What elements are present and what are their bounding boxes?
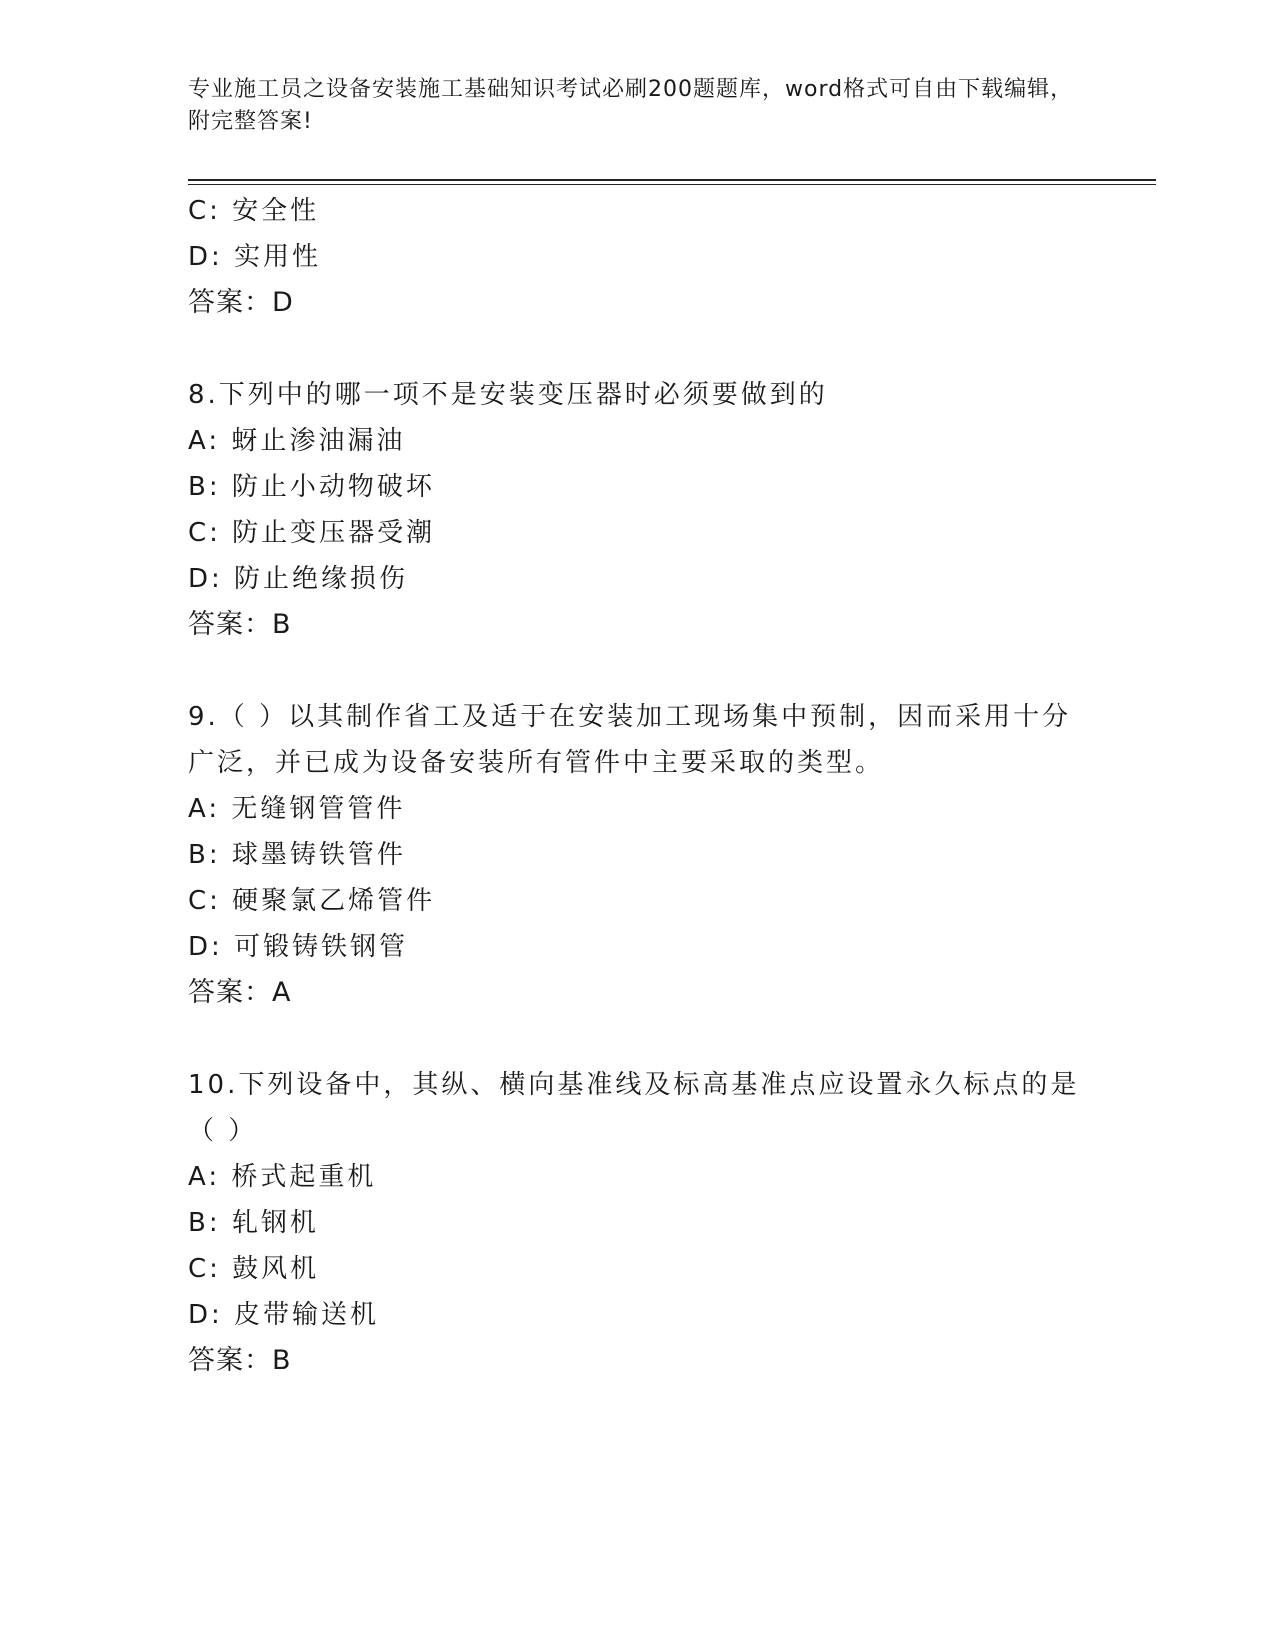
question-9 [188,694,1088,1016]
answer-line: 答案：D [188,287,294,318]
option-b: B: 防止小动物破坏 [188,472,435,502]
option-c: C: 硬聚氯乙烯管件 [188,886,436,916]
spacer [188,648,1088,694]
header-divider-thick [188,179,1156,181]
spacer [188,1016,1088,1062]
option-c: C: 防止变压器受潮 [188,518,436,548]
header-divider-thin [188,184,1156,185]
option-d: D: 防止绝缘损伤 [188,564,409,594]
option-d: D: 可锻铸铁钢管 [188,932,409,962]
question-8 [188,372,1088,648]
option-a: A: 蚜止渗油漏油 [188,426,406,456]
answer-line: 答案：B [188,1345,292,1376]
page-header: 专业施工员之设备安装施工基础知识考试必刷200题题库，word格式可自由下载编辑，附完整答案! [188,77,1074,134]
answer-line: 答案：A [188,977,292,1008]
option-c: C: 鼓风机 [188,1254,320,1284]
option-a: A: 桥式起重机 [188,1162,377,1192]
answer-line: 答案：B [188,609,292,640]
spacer [188,326,1088,372]
option-b: B: 球墨铸铁管件 [188,840,406,870]
option-a: A: 无缝钢管管件 [188,794,406,824]
question-stem: 9.（ ）以其制作省工及适于在安装加工现场集中预制，因而采用十分广泛，并已成为设备安装所有管件中主要采取的类型。 [188,702,1072,778]
option-b: B: 轧钢机 [188,1208,319,1238]
question-list [188,188,1088,1384]
option-d: D: 实用性 [188,242,322,272]
option-c: C: 安全性 [188,196,320,226]
question-10 [188,1062,1088,1384]
option-d: D: 皮带输送机 [188,1300,380,1330]
carryover-block [188,188,1088,326]
question-stem: 8.下列中的哪一项不是安装变压器时必须要做到的 [188,380,828,410]
question-stem: 10.下列设备中，其纵、横向基准线及标高基准点应设置永久标点的是（ ） [188,1070,1080,1146]
